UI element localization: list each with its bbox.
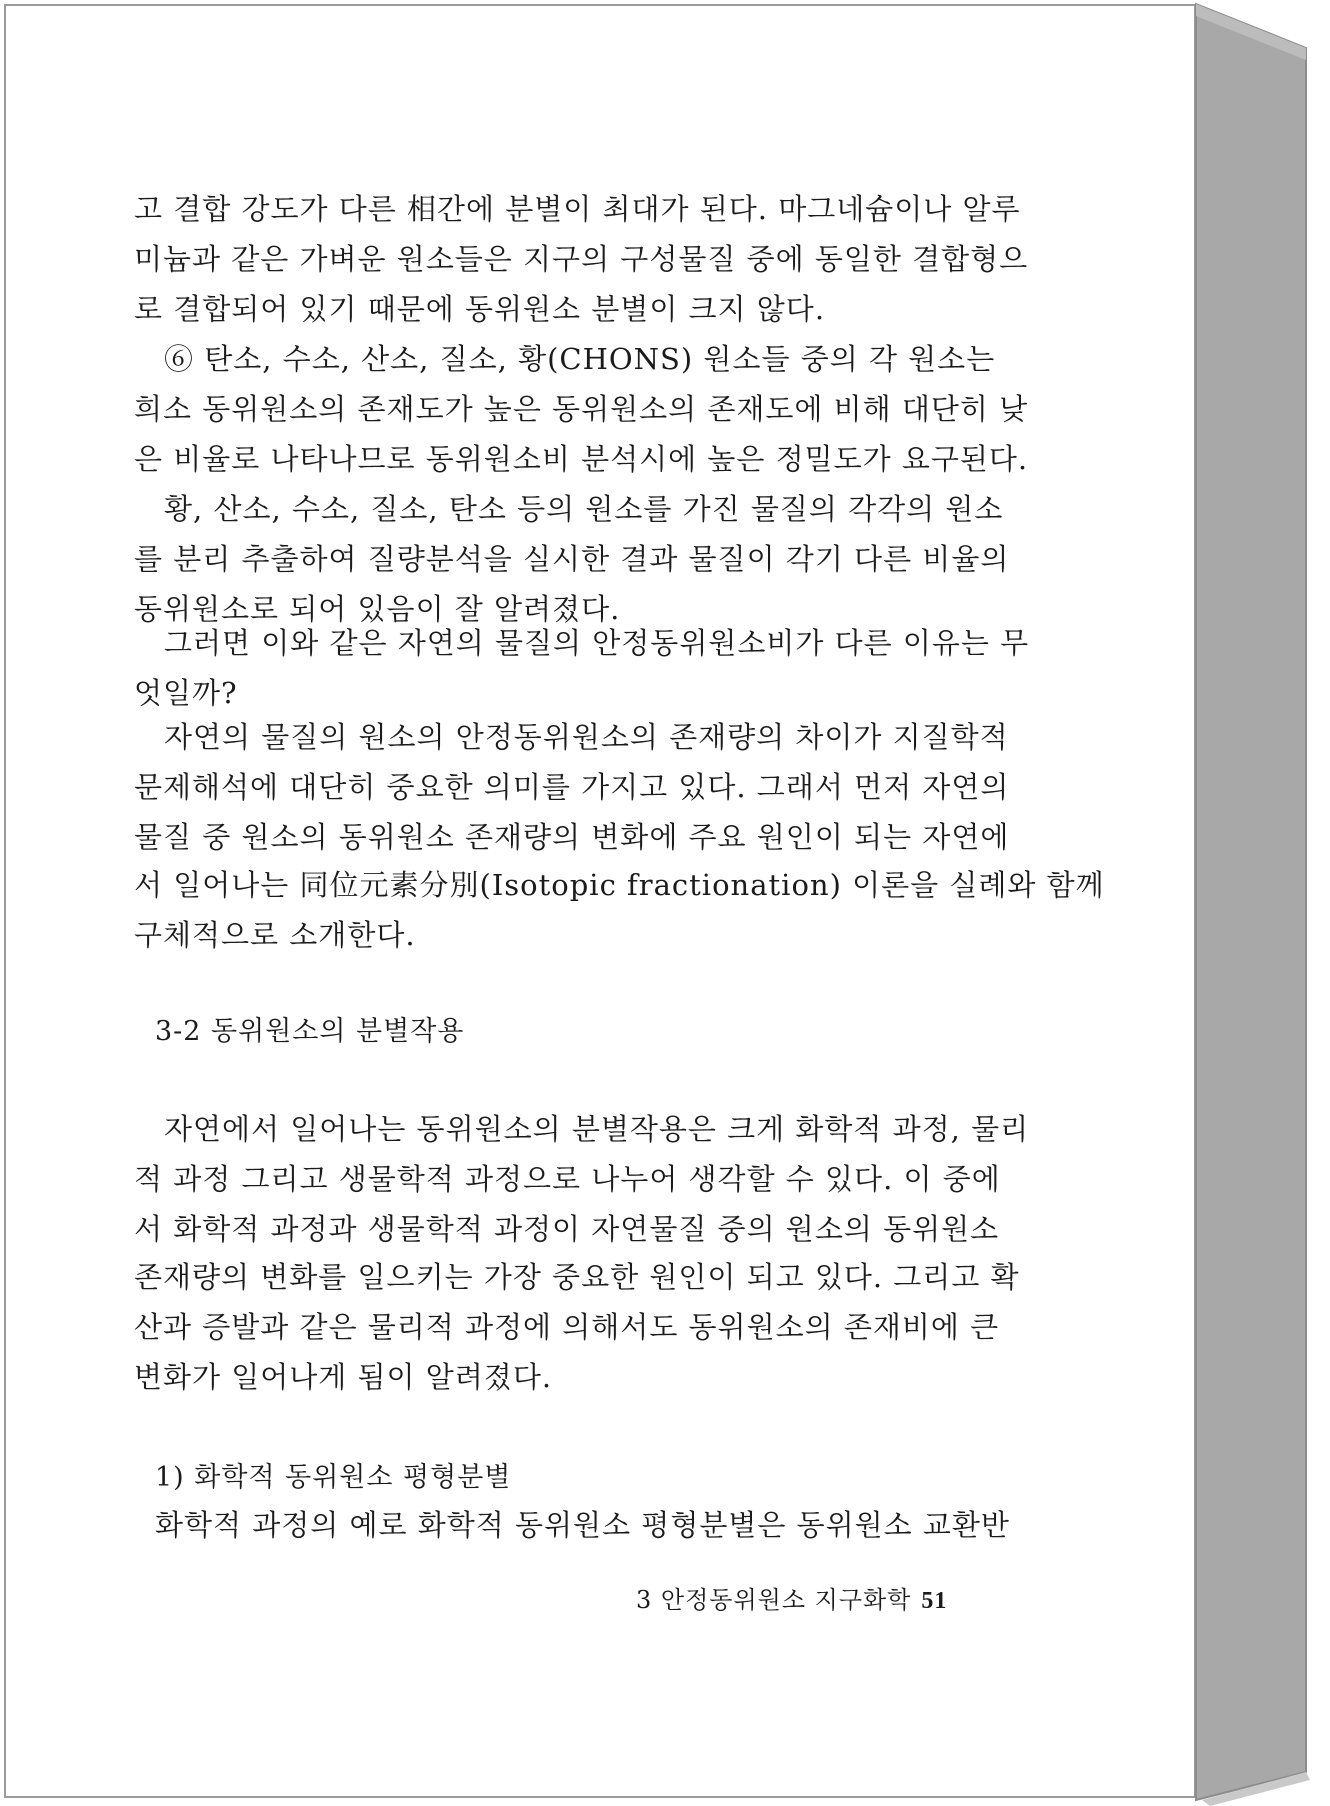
- text-line: 존재량의 변화를 일으키는 가장 중요한 원인이 되고 있다. 그리고 확: [134, 1260, 1020, 1294]
- text-line: 은 비율로 나타나므로 동위원소비 분석시에 높은 정밀도가 요구된다.: [134, 442, 1029, 476]
- subheading: 1) 화학적 동위원소 평형분별: [155, 1462, 512, 1493]
- text-line: 로 결합되어 있기 때문에 동위원소 분별이 크지 않다.: [134, 292, 826, 326]
- text-line: 미늄과 같은 가벼운 원소들은 지구의 구성물질 중에 동일한 결합형으: [134, 242, 1029, 276]
- text-line: ⑥ 탄소, 수소, 산소, 질소, 황(CHONS) 원소들 중의 각 원소는: [164, 342, 996, 376]
- text-line: 동위원소로 되어 있음이 잘 알려졌다.: [134, 592, 621, 626]
- text-line: 적 과정 그리고 생물학적 과정으로 나누어 생각할 수 있다. 이 중에: [134, 1162, 1001, 1196]
- text-line: 를 분리 추출하여 질량분석을 실시한 결과 물질이 각기 다른 비율의: [134, 542, 1010, 576]
- text-line: 희소 동위원소의 존재도가 높은 동위원소의 존재도에 비해 대단히 낮: [134, 392, 1029, 426]
- page-footer: [636, 1583, 947, 1618]
- text-line: 서 일어나는 同位元素分別(Isotopic fractionation) 이론을 실례와 함께: [134, 868, 1105, 902]
- text-line: 산과 증발과 같은 물리적 과정에 의해서도 동위원소의 존재비에 큰: [134, 1310, 1000, 1344]
- text-line: 구체적으로 소개한다.: [134, 918, 416, 952]
- text-line: 그러면 이와 같은 자연의 물질의 안정동위원소비가 다른 이유는 무: [164, 626, 1030, 660]
- text-line: 변화가 일어나게 됨이 알려졌다.: [134, 1360, 553, 1394]
- text-line: 물질 중 원소의 동위원소 존재량의 변화에 주요 원인이 되는 자연에: [134, 820, 1010, 854]
- text-line: 고 결합 강도가 다른 相간에 분별이 최대가 된다. 마그네슘이나 알루: [134, 192, 1021, 226]
- chapter-title: 3 안정동위원소 지구화학: [636, 1586, 912, 1614]
- text-line: 자연에서 일어나는 동위원소의 분별작용은 크게 화학적 과정, 물리: [164, 1112, 1030, 1146]
- text-line: 문제해석에 대단히 중요한 의미를 가지고 있다. 그래서 먼저 자연의: [134, 770, 1010, 804]
- text-line: 황, 산소, 수소, 질소, 탄소 등의 원소를 가진 물질의 각각의 원소: [164, 492, 1004, 526]
- text-line: 엇일까?: [134, 676, 238, 710]
- text-line: 서 화학적 과정과 생물학적 과정이 자연물질 중의 원소의 동위원소: [134, 1212, 1000, 1246]
- text-line: 자연의 물질의 원소의 안정동위원소의 존재량의 차이가 지질학적: [164, 720, 1009, 754]
- page-number: 51: [921, 1588, 948, 1614]
- section-heading: 3-2 동위원소의 분별작용: [155, 1016, 465, 1047]
- text-line: 화학적 과정의 예로 화학적 동위원소 평형분별은 동위원소 교환반: [155, 1508, 1010, 1542]
